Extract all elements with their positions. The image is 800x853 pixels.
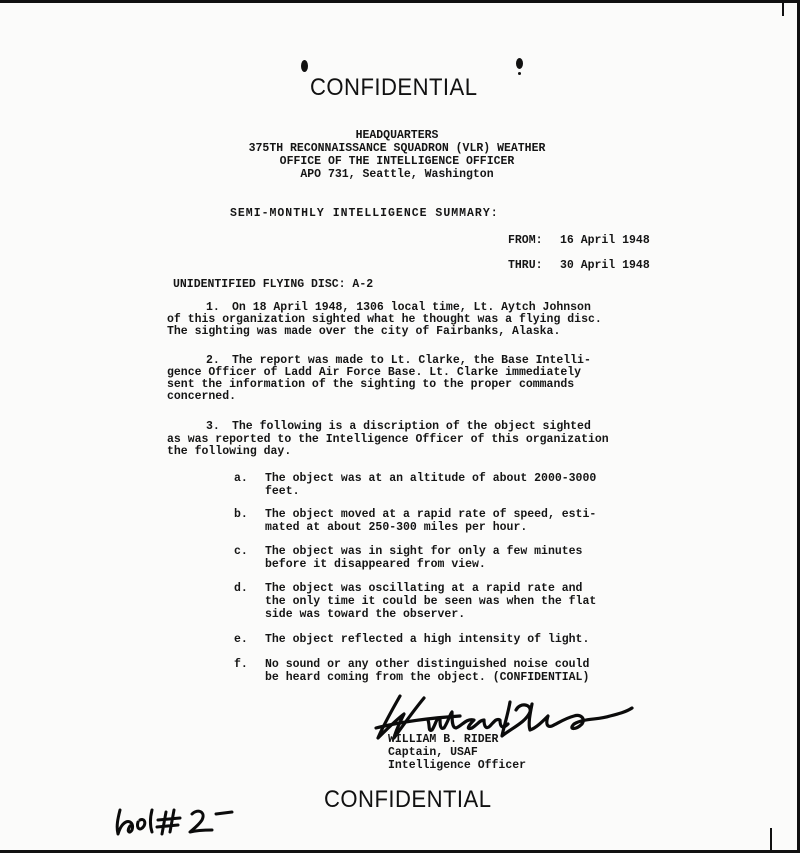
paragraph-2-line-4: concerned.	[167, 390, 237, 403]
item-b-line-2: mated at about 250-300 miles per hour.	[265, 521, 528, 534]
summary-subject: SEMI-MONTHLY INTELLIGENCE SUMMARY:	[230, 207, 499, 220]
item-a-letter: a.	[234, 472, 248, 485]
paragraph-3-line-2: as was reported to the Intelligence Officer of this organization	[167, 433, 609, 446]
confidential-stamp-top: CONFIDENTIAL	[310, 74, 478, 101]
punch-mark-right-dot	[518, 72, 521, 75]
item-c-line-1: The object was in sight for only a few minutes	[265, 545, 583, 558]
signer-rank: Captain, USAF	[388, 746, 478, 759]
item-b-letter: b.	[234, 508, 248, 521]
header-line-3: OFFICE OF THE INTELLIGENCE OFFICER	[279, 155, 515, 168]
header-line-1: HEADQUARTERS	[355, 129, 439, 142]
handwritten-enclosure-note	[112, 800, 242, 840]
item-b-line-1: The object moved at a rapid rate of speed, esti-	[265, 508, 597, 521]
confidential-stamp-bottom: CONFIDENTIAL	[324, 786, 492, 813]
paragraph-2-line-3: sent the information of the sighting to the proper commands	[167, 378, 575, 391]
item-a-line-1: The object was at an altitude of about 2000-3000	[265, 472, 597, 485]
item-e-line-1: The object reflected a high intensity of light.	[265, 633, 590, 646]
scan-mark-right-top	[782, 0, 784, 16]
paragraph-2-line-1: The report was made to Lt. Clarke, the Base Intelli-	[232, 354, 591, 367]
from-label: FROM:	[508, 234, 543, 247]
item-a-line-2: feet.	[265, 485, 300, 498]
paragraph-1-line-1: On 18 April 1948, 1306 local time, Lt. Aytch Johnson	[232, 301, 591, 314]
paragraph-2-number: 2.	[206, 354, 220, 367]
punch-mark-left	[301, 60, 308, 72]
paragraph-3-number: 3.	[206, 420, 220, 433]
signer-name: WILLIAM B. RIDER	[388, 733, 499, 746]
punch-mark-right	[516, 58, 523, 69]
paragraph-3-line-1: The following is a discription of the object sighted	[232, 420, 591, 433]
thru-date: 30 April 1948	[560, 259, 650, 272]
from-date: 16 April 1948	[560, 234, 650, 247]
item-f-line-2: be heard coming from the object. (CONFIDENTIAL)	[265, 671, 590, 684]
section-heading: UNIDENTIFIED FLYING DISC: A-2	[173, 278, 374, 291]
item-c-line-2: before it disappeared from view.	[265, 558, 486, 571]
paragraph-2-line-2: gence Officer of Ladd Air Force Base. Lt. Clarke immediately	[167, 366, 582, 379]
thru-label: THRU:	[508, 259, 543, 272]
item-f-letter: f.	[234, 658, 248, 671]
paragraph-3-line-3: the following day.	[167, 445, 292, 458]
header-line-2: 375TH RECONNAISSANCE SQUADRON (VLR) WEATHER	[248, 142, 546, 155]
item-c-letter: c.	[234, 545, 248, 558]
item-e-letter: e.	[234, 633, 248, 646]
signer-title: Intelligence Officer	[388, 759, 527, 772]
item-d-letter: d.	[234, 582, 248, 595]
item-d-line-2: the only time it could be seen was when the flat	[265, 595, 597, 608]
scan-edge-top	[0, 0, 800, 3]
paragraph-1-line-3: The sighting was made over the city of Fairbanks, Alaska.	[167, 325, 561, 338]
item-d-line-1: The object was oscillating at a rapid rate and	[265, 582, 583, 595]
paragraph-1-number: 1.	[206, 301, 220, 314]
item-d-line-3: side was toward the observer.	[265, 608, 466, 621]
item-f-line-1: No sound or any other distinguished noise could	[265, 658, 590, 671]
paragraph-1-line-2: of this organization sighted what he thought was a flying disc.	[167, 313, 602, 326]
header-line-4: APO 731, Seattle, Washington	[300, 168, 494, 181]
